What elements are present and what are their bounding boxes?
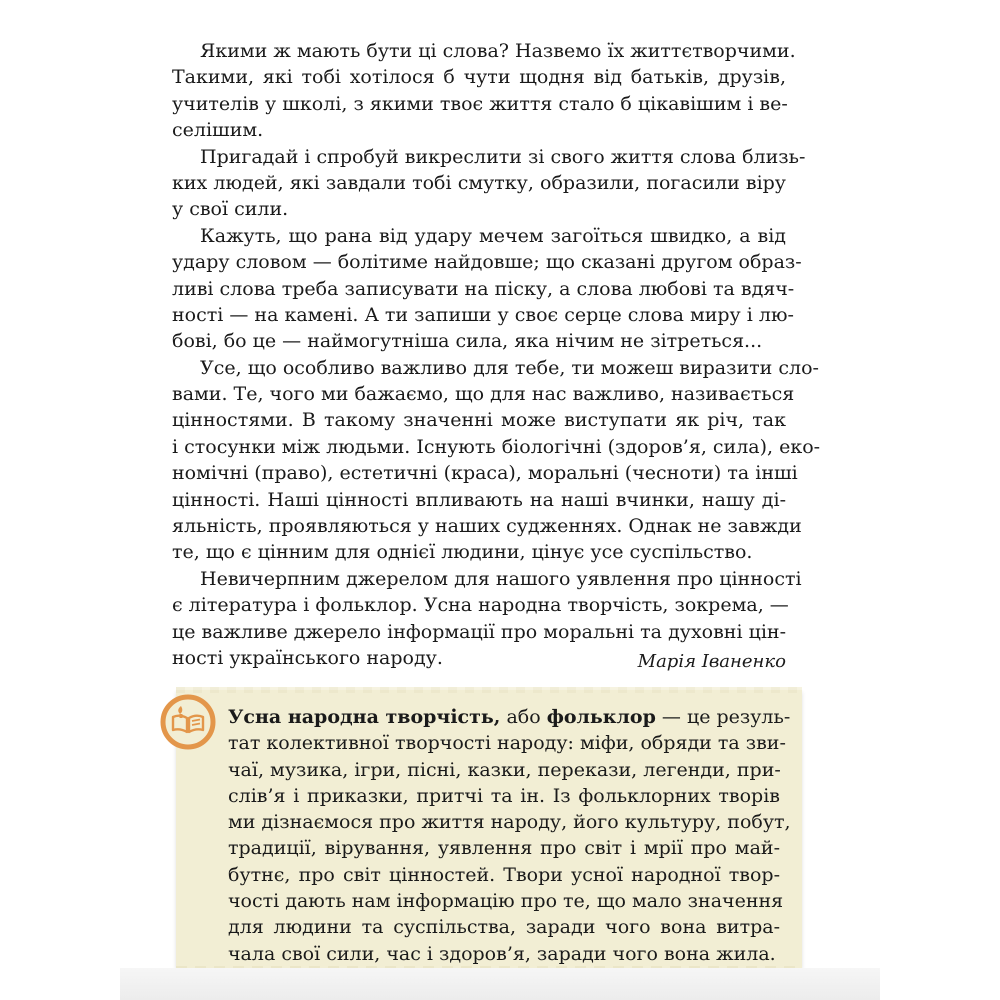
definition-line-rest: — це резуль- (655, 706, 791, 728)
text-line: ких людей, які завдали тобі смутку, образили, погасили віру (172, 171, 786, 194)
definition-line: тат колективної творчості народу: міфи, обряди та зви- (228, 732, 786, 755)
term-folklore: фольклор (546, 706, 656, 728)
definition-line: чості дають нам інформацію про те, що мало значення (228, 890, 784, 913)
definition-line: ми дізнаємося про життя народу, його культуру, побут, (228, 811, 791, 834)
text-line: учителів у школі, з якими твоє життя стало б цікавішим і ве- (172, 92, 788, 115)
definition-line: традиції, вірування, уявлення про світ і мрії про май- (228, 837, 780, 860)
page-bottom-shade (120, 968, 880, 1000)
definition-line: слів’я і приказки, притчі та ін. Із фольклорних творів (228, 784, 780, 807)
book-lamp-icon (160, 694, 216, 750)
text-line: те, що є цінним для однієї людини, цінує усе суспільство. (172, 541, 753, 564)
term-connector: або (500, 706, 547, 728)
definition-line (228, 704, 791, 730)
text-line: селішим. (172, 119, 264, 142)
definition-line: чала свої сили, час і здоров’я, заради чого вона жила. (228, 942, 776, 965)
text-line: цінностями. В такому значенні може виступати як річ, так (172, 409, 786, 432)
definition-line: чаї, музика, ігри, пісні, казки, перекази, легенди, при- (228, 758, 781, 781)
text-line: у свої сили. (172, 198, 289, 221)
text-line: Кажуть, що рана від удару мечем загоїться швидко, а від (200, 224, 786, 247)
text-line: удару словом — болітиме найдовше; що сказані другом образ- (172, 251, 802, 274)
author-signature: Марія Іваненко (637, 651, 786, 672)
text-line: цінності. Наші цінності впливають на наші вчинки, нашу ді- (172, 488, 786, 511)
text-line: Якими ж мають бути ці слова? Назвемо їх життєтворчими. (200, 40, 796, 62)
text-line: Такими, які тобі хотілося б чути щодня від батьків, друзів, (172, 66, 786, 89)
text-line: ності українського народу. (172, 646, 443, 669)
text-line: є література і фольклор. Усна народна творчість, зокрема, — (172, 594, 789, 617)
text-line: Усе, що особливо важливо для тебе, ти можеш виразити сло- (200, 356, 819, 379)
text-line: бові, бо це — наймогутніша сила, яка нічим не зітреться... (172, 330, 763, 353)
text-line: номічні (право), естетичні (краса), моральні (чесноти) та інші (172, 462, 798, 485)
text-line: яльність, проявляються у наших судженнях. Однак не завжди (172, 515, 802, 538)
definition-line: бутнє, про світ цінностей. Твори усної народної твор- (228, 863, 780, 886)
text-line: ливі слова треба записувати на піску, а слова любові та вдяч- (172, 277, 795, 300)
main-text (172, 38, 821, 671)
term-oral-folk-art: Усна народна творчість, (228, 706, 501, 728)
text-line: ності — на камені. А ти запиши у своє серце слова миру і лю- (172, 303, 794, 326)
definition-text (228, 704, 791, 967)
definition-line: для людини та суспільства, заради чого вона витра- (228, 916, 780, 939)
text-line: це важливе джерело інформації про моральні та духовні цін- (172, 620, 786, 643)
text-line: і стосунки між людьми. Існують біологічні (здоров’я, сила), еко- (172, 435, 821, 458)
text-line: вами. Те, чого ми бажаємо, що для нас важливо, називається (172, 383, 795, 406)
text-line: Невичерпним джерелом для нашого уявлення про цінності (200, 567, 802, 590)
text-line: Пригадай і спробуй викреслити зі свого життя слова близь- (200, 145, 806, 168)
